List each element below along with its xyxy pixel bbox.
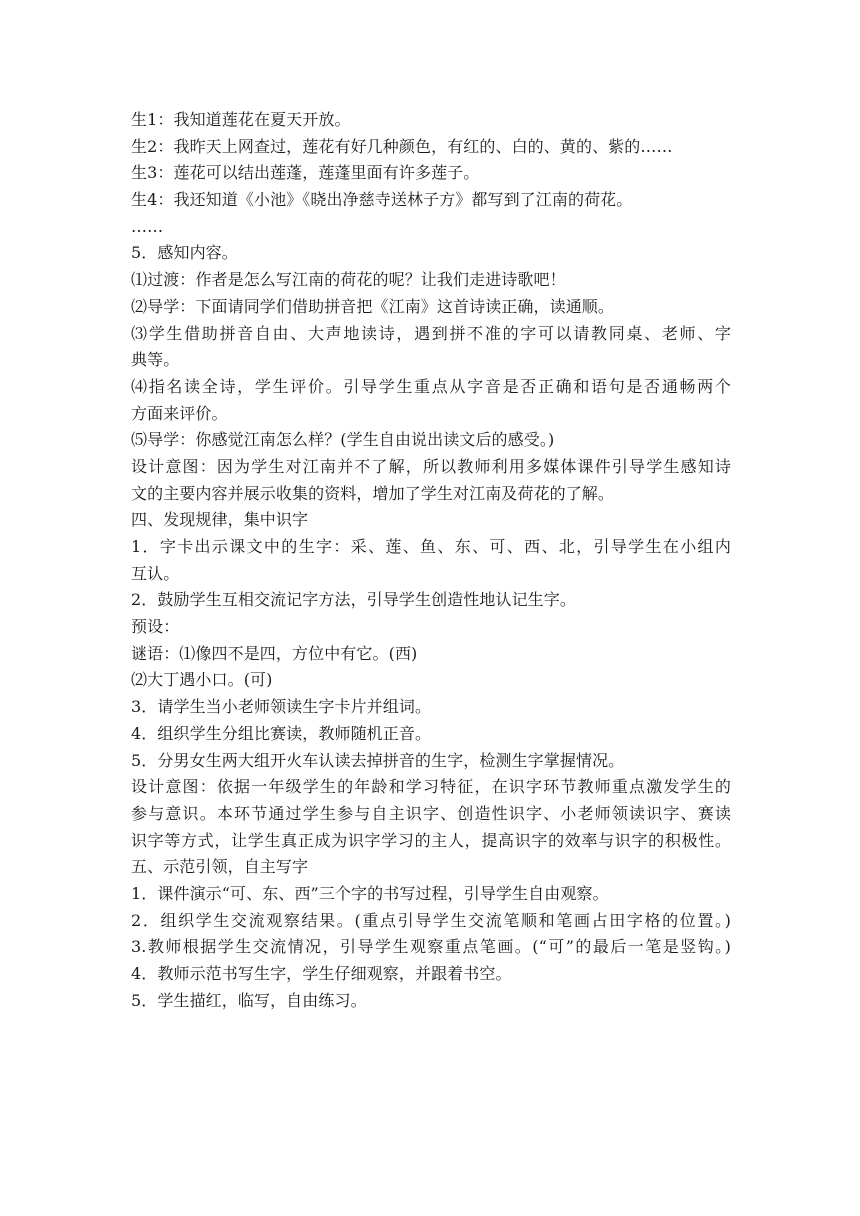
paragraph-line: 谜语：⑴像四不是四，方位中有它。(西) — [131, 643, 418, 663]
paragraph-line: 1．字卡出示课文中的生字：采、莲、鱼、东、可、西、北，引导学生在小组内 — [131, 537, 731, 556]
paragraph-line: ⑵导学：下面请同学们借助拼音把《江南》这首诗读正确，读通顺。 — [131, 296, 615, 316]
design-intent-line: 设计意图：依据一年级学生的年龄和学习特征，在识字环节教师重点激发学生的 — [131, 777, 731, 797]
paragraph-line: ⑵大丁遇小口。(可) — [131, 670, 273, 690]
paragraph-line: 生3：莲花可以结出莲蓬，莲蓬里面有许多莲子。 — [131, 163, 480, 183]
paragraph-line: 2．鼓励学生互相交流记字方法，引导学生创造性地认记生字。 — [131, 590, 576, 610]
paragraph-line: 3．请学生当小老师领读生字卡片并组词。 — [131, 697, 432, 717]
paragraph-line: 生1：我知道莲花在夏天开放。 — [131, 110, 351, 129]
ellipsis-line: …… — [131, 216, 164, 236]
document-body — [131, 107, 731, 1014]
paragraph-line: 4．组织学生分组比赛读，教师随机正音。 — [131, 723, 432, 743]
paragraph-line: 互认。 — [131, 563, 180, 583]
design-intent-line: 设计意图：因为学生对江南并不了解，所以教师利用多媒体课件引导学生感知诗 — [131, 456, 731, 476]
paragraph-line: 5．学生描红，临写，自由练习。 — [131, 990, 367, 1010]
paragraph-line: ⑴过渡：作者是怎么写江南的荷花的呢？让我们走进诗歌吧！ — [131, 270, 566, 290]
paragraph-line: 5．分男女生两大组开火车认读去掉拼音的生字，检测生字掌握情况。 — [131, 750, 625, 770]
paragraph-line: 3.教师根据学生交流情况，引导学生观察重点笔画。(“可”的最后一笔是竖钩。) — [131, 937, 731, 957]
section-heading: 5．感知内容。 — [131, 243, 238, 263]
section-heading: 五、示范引领，自主写字 — [131, 857, 309, 877]
paragraph-line: ⑷指名读全诗，学生评价。引导学生重点从字音是否正确和语句是否通畅两个 — [131, 376, 731, 396]
section-heading: 四、发现规律，集中识字 — [131, 510, 309, 530]
design-intent-line: 文的主要内容并展示收集的资料，增加了学生对江南及荷花的了解。 — [131, 483, 615, 503]
paragraph-line: 4．教师示范书写生字，学生仔细观察，并跟着书空。 — [131, 964, 512, 983]
paragraph-line: 2．组织学生交流观察结果。(重点引导学生交流笔顺和笔画占田字格的位置。) — [131, 910, 731, 930]
paragraph-line: 1．课件演示“可、东、西”三个字的书写过程，引导学生自由观察。 — [131, 883, 609, 903]
design-intent-line: 识字等方式，让学生真正成为识字学习的主人，提高识字的效率与识字的积极性。 — [131, 830, 731, 850]
design-intent-line: 参与意识。本环节通过学生参与自主识字、创造性识字、小老师领读识字、赛读 — [131, 803, 731, 823]
paragraph-line: 典等。 — [131, 350, 180, 370]
paragraph-line: ⑸导学：你感觉江南怎么样？(学生自由说出读文后的感受。) — [131, 430, 555, 450]
paragraph-line: ⑶学生借助拼音自由、大声地读诗，遇到拼不准的字可以请教同桌、老师、字 — [131, 323, 731, 343]
paragraph-line: 预设： — [131, 617, 180, 637]
paragraph-line: 生4：我还知道《小池》《晓出净慈寺送林子方》都写到了江南的荷花。 — [131, 190, 633, 210]
paragraph-line: 生2：我昨天上网查过，莲花有好几种颜色，有红的、白的、黄的、紫的…… — [131, 136, 673, 156]
paragraph-line: 方面来评价。 — [131, 403, 228, 423]
